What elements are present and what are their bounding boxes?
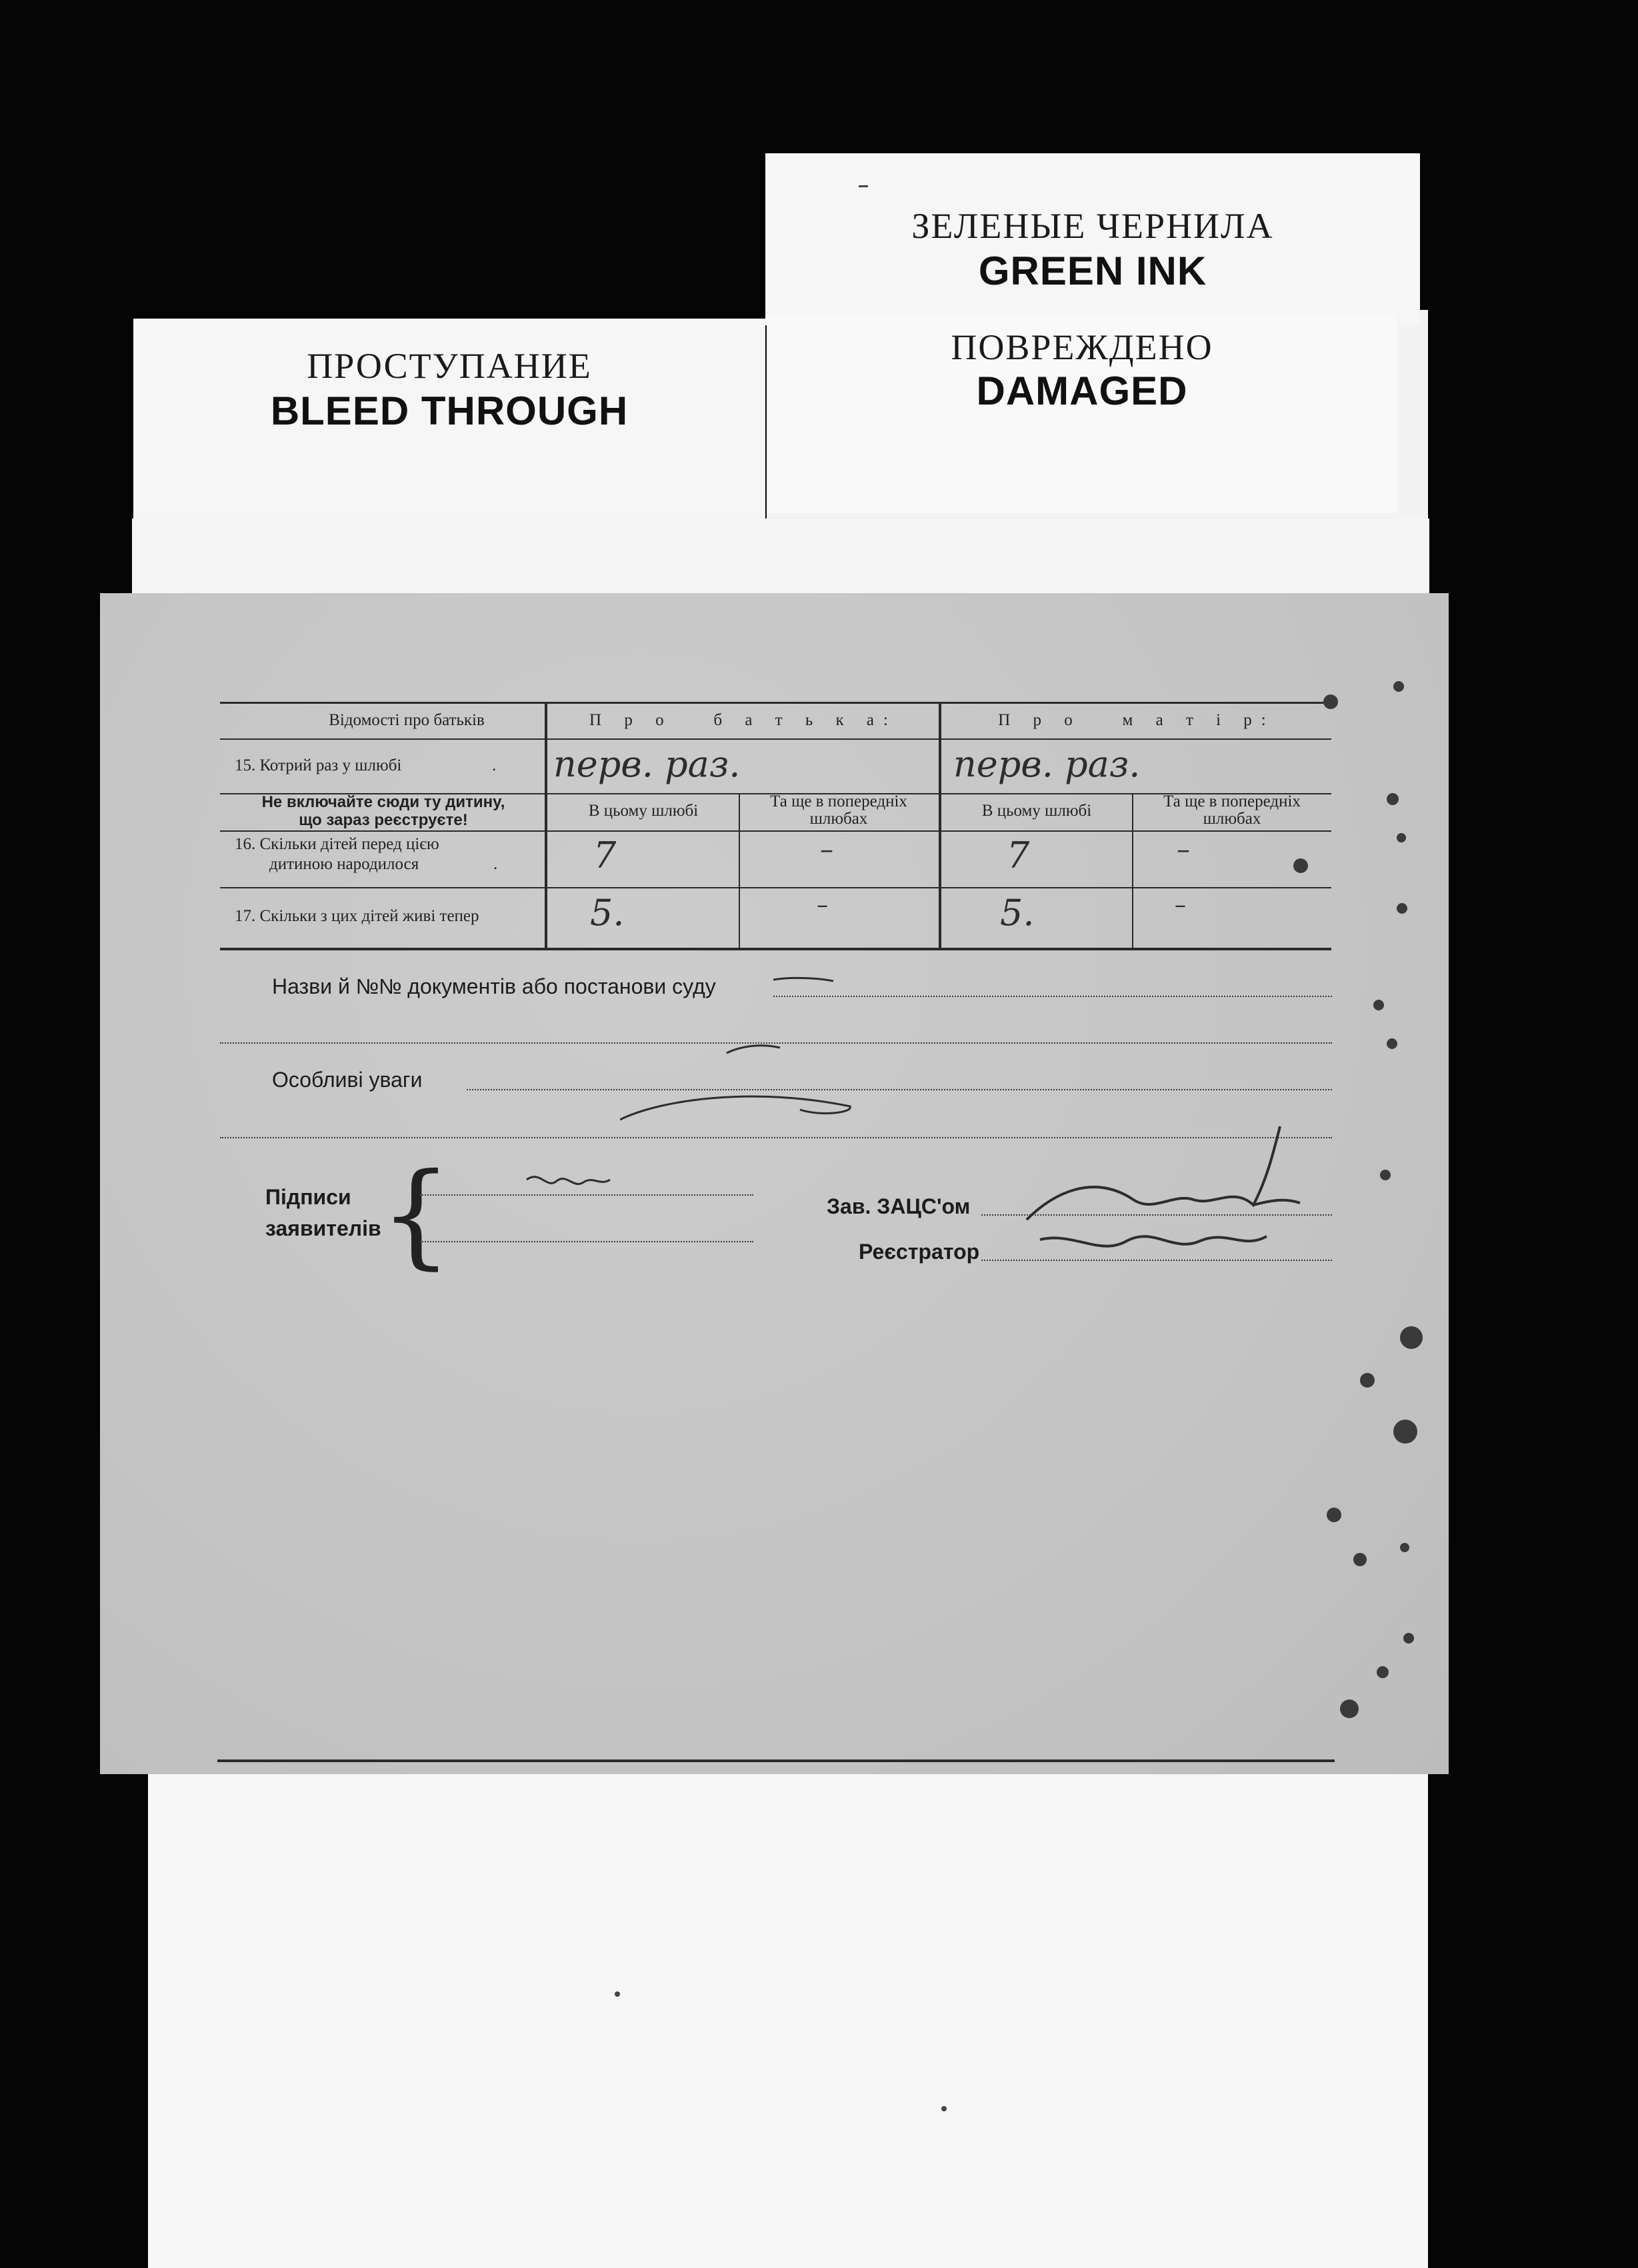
row16-father-this: 7 xyxy=(593,834,617,876)
upper-paper-slip xyxy=(132,519,1429,605)
perforation-hole xyxy=(1387,793,1399,805)
table-bottom-border xyxy=(220,948,1331,950)
perforation-hole xyxy=(1393,1420,1417,1444)
row16-mother-prev: – xyxy=(1177,834,1190,865)
green-ink-label-card xyxy=(765,153,1420,325)
paper-speck xyxy=(615,1991,620,1997)
mother-in-previous: Та ще в попередніх шлюбах xyxy=(1163,792,1301,828)
row17-mother-prev: – xyxy=(1175,892,1186,918)
documents-label: Назви й №№ документів або постанови суду xyxy=(272,974,716,998)
perforation-hole xyxy=(1293,858,1308,873)
perforation-hole xyxy=(1400,1543,1409,1552)
row15-mother-handwritten: перв. раз. xyxy=(953,743,1141,785)
notes-dotted-line xyxy=(467,1089,1332,1090)
header-about-father: П р о б а т ь к а: xyxy=(589,711,897,729)
table-col-divider-2 xyxy=(939,702,941,950)
head-of-registry-label: Зав. ЗАЦС'ом xyxy=(827,1194,971,1218)
applicant-signature-line-2 xyxy=(420,1241,753,1242)
row17-father-this: 5. xyxy=(590,892,625,934)
paper-speck xyxy=(941,2106,947,2111)
row16-dot: . xyxy=(493,855,498,873)
handwritten-dash-strokes xyxy=(620,973,860,1133)
registrar-label: Реєстратор xyxy=(859,1240,980,1264)
perforation-hole xyxy=(1397,903,1407,914)
damaged-ru: ПОВРЕЖДЕНО xyxy=(951,327,1213,367)
row16-label-line-1: 16. Скільки дітей перед цією xyxy=(235,835,439,853)
perforation-hole xyxy=(1353,1553,1367,1566)
perforation-hole xyxy=(1327,1508,1341,1522)
dash-mark xyxy=(859,185,868,187)
perforation-hole xyxy=(1340,1700,1359,1718)
green-ink-ru: ЗЕЛЕНЫЕ ЧЕРНИЛА xyxy=(911,206,1274,246)
applicant-signature-scribble xyxy=(520,1166,613,1200)
row15-father-handwritten: перв. раз. xyxy=(553,743,741,785)
bleed-ru: ПРОСТУПАНИЕ xyxy=(307,346,592,386)
row17-father-prev: – xyxy=(817,892,828,918)
row16-father-prev: – xyxy=(820,834,833,865)
perforation-hole xyxy=(1397,833,1406,842)
bleed-en: BLEED THROUGH xyxy=(270,389,629,433)
table-subcol-divider-1 xyxy=(739,793,740,948)
damaged-label-card xyxy=(767,313,1397,513)
table-header-border xyxy=(220,738,1331,740)
row15-dot: . xyxy=(492,756,497,774)
signatures-brace: { xyxy=(380,1149,453,1281)
perforation-hole xyxy=(1373,1000,1384,1010)
row15-label: 15. Котрий раз у шлюбі xyxy=(235,756,402,774)
row17-mother-this: 5. xyxy=(1000,892,1035,934)
table-note-border xyxy=(220,830,1331,832)
perforation-hole xyxy=(1400,1326,1423,1349)
row16-label-line-2: дитиною народилося xyxy=(269,855,419,873)
official-signatures xyxy=(1013,1120,1307,1280)
father-in-this-marriage: В цьому шлюбі xyxy=(588,802,699,820)
note-line-1: Не включайте сюди ту дитину, xyxy=(261,793,505,811)
perforation-hole xyxy=(1323,694,1338,709)
green-ink-en: GREEN INK xyxy=(978,249,1207,293)
row16-mother-this: 7 xyxy=(1007,834,1030,876)
damaged-en: DAMAGED xyxy=(976,369,1188,413)
row17-label: 17. Скільки з цих дітей живі тепер xyxy=(235,907,479,925)
lower-paper-slip xyxy=(148,1773,1428,2268)
note-line-2: що зараз реєструєте! xyxy=(299,811,468,829)
table-subcol-divider-2 xyxy=(1132,793,1133,948)
perforation-hole xyxy=(1393,681,1404,692)
header-parents-info: Відомості про батьків xyxy=(329,711,485,729)
father-in-previous: Та ще в попередніх шлюбах xyxy=(770,792,907,828)
table-row16-border xyxy=(220,887,1331,888)
perforation-hole xyxy=(1377,1666,1389,1678)
form-sheet xyxy=(100,593,1449,1774)
sheet-bottom-rule xyxy=(217,1759,1335,1762)
perforation-hole xyxy=(1380,1170,1391,1180)
signatures-label-line-2: заявителів xyxy=(265,1216,381,1240)
perforation-hole xyxy=(1403,1633,1414,1644)
note-instruction xyxy=(223,793,543,829)
table-top-border xyxy=(220,702,1331,704)
notes-label: Особливі уваги xyxy=(272,1068,423,1092)
table-col-divider-1 xyxy=(545,702,547,950)
signatures-label-line-1: Підписи xyxy=(265,1185,351,1209)
mother-in-this-marriage: В цьому шлюбі xyxy=(981,802,1092,820)
header-about-mother: П р о м а т і р: xyxy=(998,711,1275,729)
bleed-through-label-card xyxy=(133,319,765,519)
perforation-hole xyxy=(1360,1373,1375,1388)
perforation-hole xyxy=(1387,1038,1397,1049)
